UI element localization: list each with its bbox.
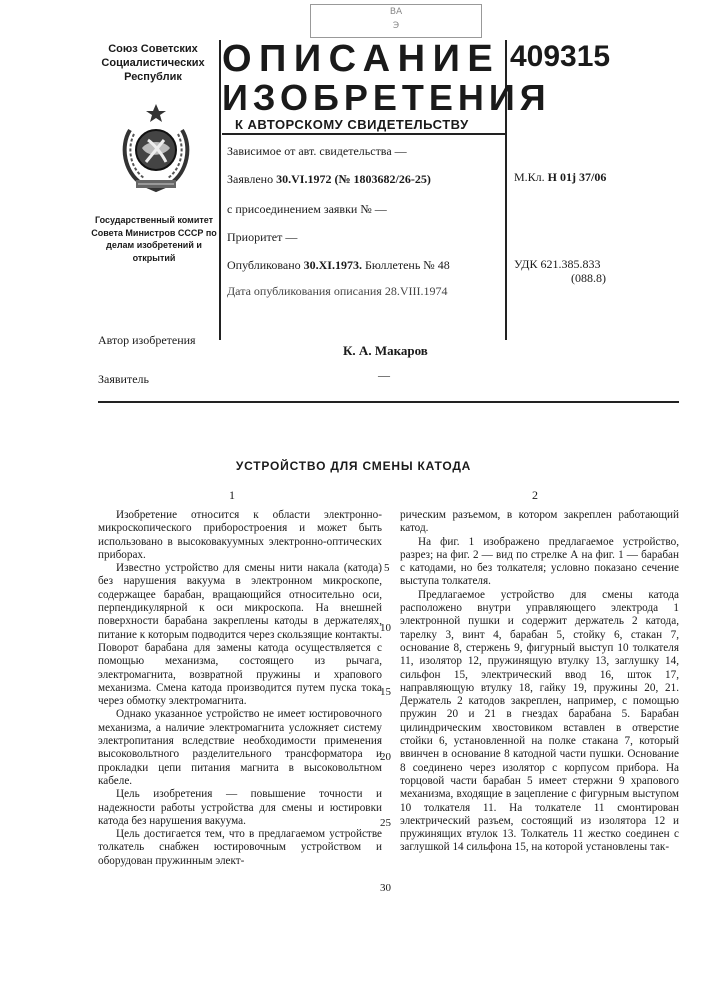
invention-title: УСТРОЙСТВО ДЛЯ СМЕНЫ КАТОДА [0, 459, 707, 473]
published-date: 30.XI.1973. [304, 258, 362, 272]
classification-line [514, 170, 606, 185]
applicant-label: Заявитель [98, 372, 149, 387]
mkl-prefix: М.Кл. [514, 170, 545, 184]
published-prefix: Опубликовано [227, 258, 301, 272]
line-number: 25 [380, 817, 391, 829]
patent-number: 409315 [510, 40, 610, 74]
doc-type-title-line1: ОПИСАНИЕ [222, 40, 500, 78]
description-publication-date: Дата опубликования описания 28.VIII.1974 [227, 284, 447, 299]
attached-application: с присоединением заявки № — [227, 202, 387, 217]
priority: Приоритет — [227, 230, 297, 245]
applicant-value: — [378, 368, 390, 383]
author-label: Автор изобретения [98, 334, 198, 347]
line-number: 30 [380, 882, 391, 894]
col2-paragraph: рическим разъемом, в котором закреплен работающий катод. [400, 509, 679, 536]
line-number: 15 [380, 686, 391, 698]
published-line [227, 258, 450, 273]
column-1-text [98, 509, 382, 868]
filed-date: 30.VI.1972 [276, 172, 331, 186]
stamp-line-1: ВА [311, 5, 481, 19]
author-name: К. А. Макаров [343, 343, 428, 359]
header-bottom-rule [98, 401, 679, 403]
col1-paragraph: Изобретение относится к области электронно-микроскопического приборостроения и может быть использовано в высоковакуумных электронно-оптических приборах. [98, 509, 382, 562]
col2-paragraph: На фиг. 1 изображено предлагаемое устройство, разрез; на фиг. 2 — вид по стрелке А на фиг. 1 — барабан с катодами, но без толкателя; условно показано сечение выступа толкателя. [400, 536, 679, 589]
subtitle-underline [222, 133, 505, 135]
filed-prefix: Заявлено [227, 172, 273, 186]
filed-line [227, 172, 431, 187]
udk-code-secondary: (088.8) [571, 271, 606, 286]
column-1-number: 1 [229, 488, 235, 503]
col1-paragraph: Однако указанное устройство не имеет юстировочного механизма, а наличие электромагнита усложняет систему электропитания вследствие необходимости применения высоковольтного разделительного трансформатора и прокладки цепи питания магнита в высоковольтном кабеле. [98, 708, 382, 788]
committee-name: Государственный комитет Совета Министров СССР по делам изобретений и открытий [86, 214, 222, 264]
udk-code: УДК 621.385.833 [514, 257, 600, 272]
line-number: 5 [384, 562, 390, 574]
mkl-code: H 01j 37/06 [548, 170, 607, 184]
line-number: 20 [380, 751, 391, 763]
col1-paragraph: Цель изобретения — повышение точности и надежности работы устройства для смены и юстировки катода без нарушения вакуума. [98, 788, 382, 828]
union-name: Союз Советских Социалистических Республик [88, 42, 218, 84]
header-divider-left [219, 40, 221, 340]
doc-type-subtitle: К АВТОРСКОМУ СВИДЕТЕЛЬСТВУ [235, 117, 469, 132]
library-stamp [310, 4, 482, 38]
col2-paragraph: Предлагаемое устройство для смены катода расположено внутри управляющего электрода 1 электронной пушки и содержит держатель 2 катода, тарелку 3, винт 4, барабан 5, стойку 6, стакан 7, основание 8, стержень 9, фигурный выступ 10 толкателя 11, изолятор 12, пружинящую втулку 13, заглушку 14, сильфон 15, электрический ввод 16, шток 17, направляющую втулку 18, гайку 19, пружины 20, 21. Держатель 2 катодов закреплен, например, с помощью пружин 20 и 21 в гнездах барабана 5. Барабан цилиндрическим хвостовиком вставлен в отверстие стойки 6, установленной на полке стакана 7, который ввинчен в основание 8 катодной части пушки. Основание 8 соединено через изолятор с корпусом прибора. На торцовой части барабан 5 имеет стержни 9 храпового механизма, входящие в зацепление с фигурным выступом 10 толкателя 11. На толкателе 11 смонтирован электрический разъем, состоящий из изолятора 12 и пружинящих втулок 13. Толкатель 11 жестко соединен с заглушкой 14 сильфона 15, на которой установлены так- [400, 589, 679, 855]
line-number: 10 [380, 622, 391, 634]
bulletin-number: Бюллетень № 48 [365, 258, 450, 272]
column-2-text [400, 509, 679, 855]
doc-type-title-line2: ИЗОБРЕТЕНИЯ [222, 80, 551, 116]
ussr-emblem-icon [118, 102, 194, 198]
dependent-certificate: Зависимое от авт. свидетельства — [227, 144, 407, 159]
stamp-line-2: Э [311, 19, 481, 33]
filed-number: (№ 1803682/26-25) [334, 172, 430, 186]
col1-paragraph: Цель достигается тем, что в предлагаемом устройстве толкатель снабжен юстировочным устройством и оборудован пружинным элект- [98, 828, 382, 868]
column-2-number: 2 [532, 488, 538, 503]
col1-paragraph: Известно устройство для смены нити накала (катода) без нарушения вакуума в электронном микроскопе, содержащее барабан, вращающийся относительно оси, перпендикулярной к оси микроскопа. На внешней поверхности барабана закреплены катоды в держателях, питание к которым подводится через скользящие контакты. Поворот барабана для замены катода осуществляется с помощью механизма, состоящего из рычага, электромагнита, возвратной пружины и храпового механизма. Смена катода производится путем пуска тока через обмотку электромагнита. [98, 562, 382, 708]
